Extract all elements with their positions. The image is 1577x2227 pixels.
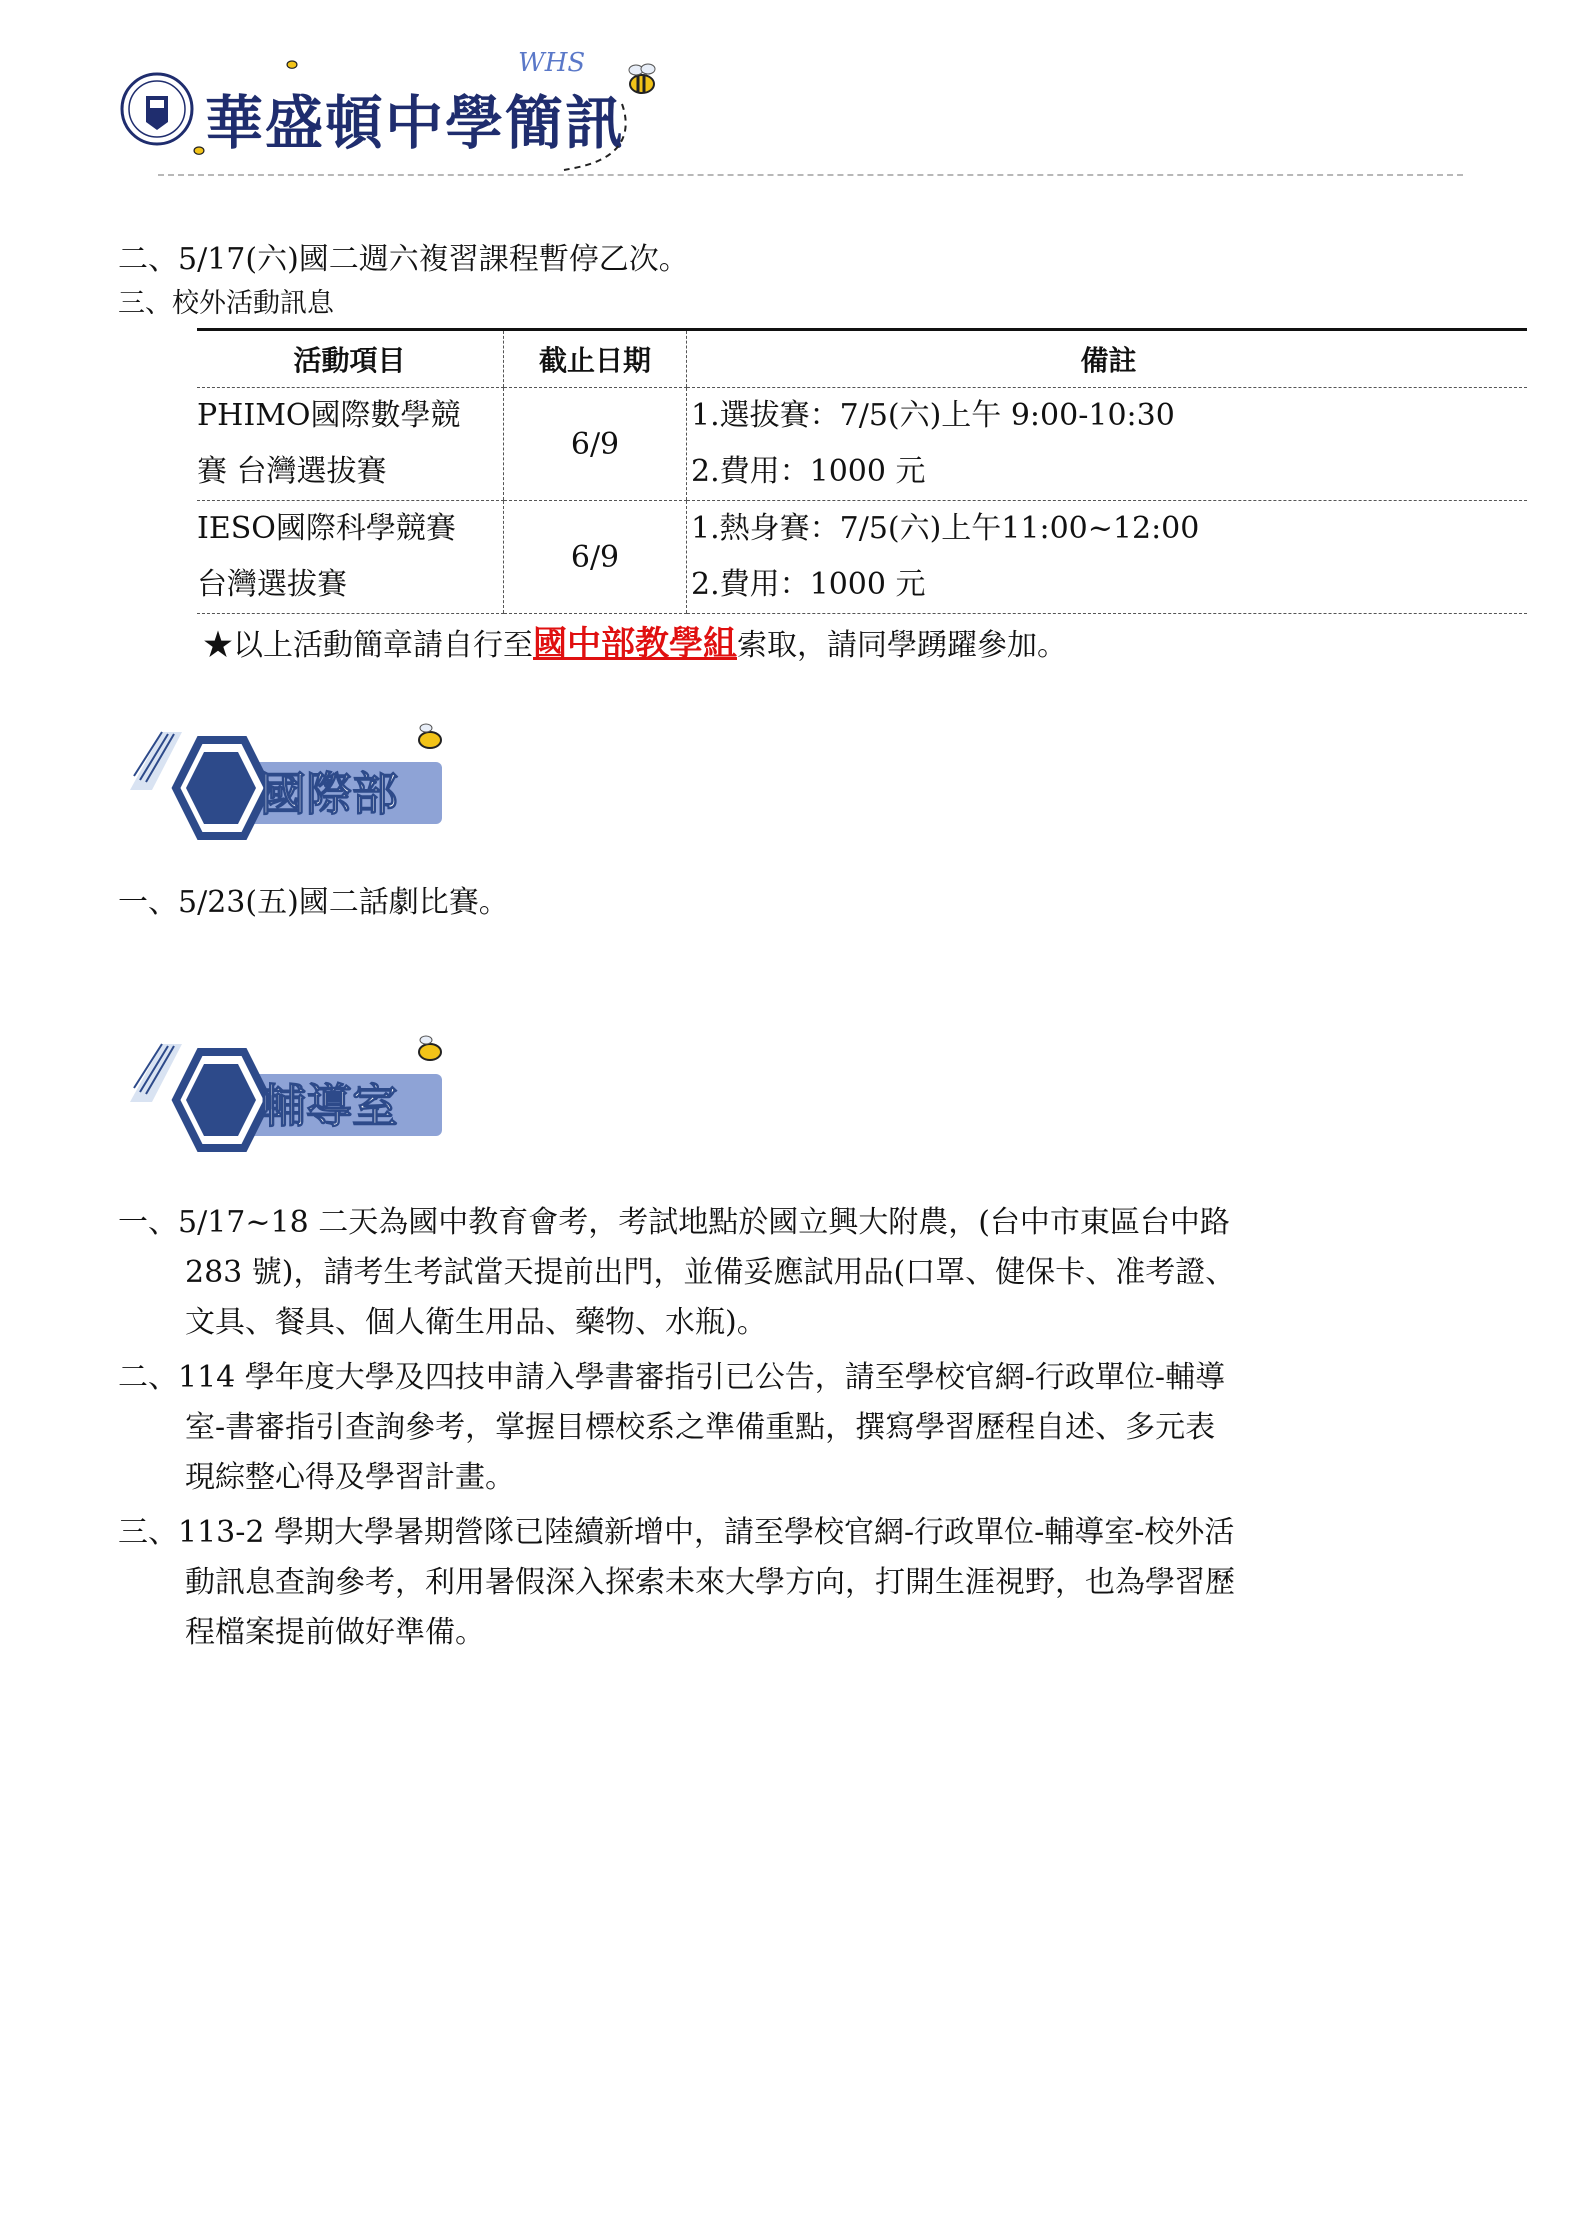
notes-cell (687, 501, 1528, 614)
event-name-line: IESO國際科學競賽 (197, 511, 456, 546)
footnote-prefix: ★以上活動簡章請自行至 (203, 628, 533, 663)
column-header: 截止日期 (504, 330, 687, 388)
counsel-notice-3-line: 動訊息查詢參考，利用暑假深入探索未來大學方向，打開生涯視野，也為學習歷 (185, 1565, 1235, 1600)
table-row (197, 501, 1527, 614)
table-header-row (197, 330, 1527, 388)
counsel-notice-1-line: 文具、餐具、個人衛生用品、藥物、水瓶)。 (185, 1305, 767, 1340)
counsel-notice-1-line: 一、5/17~18 二天為國中教育會考，考試地點於國立興大附農，(台中市東區台中路 (118, 1205, 1230, 1240)
counsel-notice-2-line: 二、114 學年度大學及四技申請入學書審指引已公告，請至學校官網-行政單位-輔導 (118, 1360, 1226, 1395)
newsletter-title: 華盛頓中學簡訊 (205, 89, 626, 157)
counsel-notice-2-line: 室-書審指引查詢參考，掌握目標校系之準備重點，撰寫學習歷程自述、多元表 (185, 1410, 1216, 1445)
note-line: 1.熱身賽：7/5(六)上午11:00~12:00 (691, 511, 1200, 546)
counsel-notice-2-line: 現綜整心得及學習計畫。 (185, 1460, 515, 1495)
column-header: 備註 (687, 330, 1528, 388)
counsel-notice-3-line: 程檔案提前做好準備。 (185, 1615, 485, 1650)
deadline-cell: 6/9 (504, 388, 687, 501)
header-divider (158, 174, 1463, 176)
school-seal-icon (120, 72, 194, 146)
counseling-office-badge (122, 1030, 452, 1160)
international-dept-badge (122, 718, 452, 848)
teaching-office-highlight: 國中部教學組 (533, 624, 737, 664)
counseling-office-label: 輔導室 (260, 1079, 398, 1133)
event-name-line: PHIMO國際數學競 (197, 398, 461, 433)
table-footnote (203, 616, 1067, 665)
events-table (197, 328, 1527, 614)
table-row (197, 388, 1527, 501)
notes-cell (687, 388, 1528, 501)
notice-item-2: 二、5/17(六)國二週六複習課程暫停乙次。 (118, 242, 689, 277)
bee-icon (190, 140, 208, 158)
column-header: 活動項目 (197, 330, 504, 388)
bee-icon (283, 54, 301, 72)
event-name-line: 台灣選拔賽 (197, 567, 347, 602)
notice-item-3: 三、校外活動訊息 (118, 288, 334, 319)
intl-notice-1: 一、5/23(五)國二話劇比賽。 (118, 885, 509, 920)
event-name-cell (197, 501, 504, 614)
whs-tag: WHS (518, 48, 586, 78)
note-line: 1.選拔賽：7/5(六)上午 9:00-10:30 (691, 398, 1175, 433)
note-line: 2.費用：1000 元 (691, 567, 926, 602)
bee-icon (620, 58, 664, 102)
international-dept-label: 國際部 (260, 767, 398, 821)
counsel-notice-3-line: 三、113-2 學期大學暑期營隊已陸續新增中，請至學校官網-行政單位-輔導室-校外活 (118, 1515, 1235, 1550)
note-line: 2.費用：1000 元 (691, 454, 926, 489)
counsel-notice-1-line: 283 號)，請考生考試當天提前出門，並備妥應試用品(口罩、健保卡、准考證、 (185, 1255, 1236, 1290)
event-name-line: 賽 台灣選拔賽 (197, 454, 387, 489)
event-name-cell (197, 388, 504, 501)
deadline-cell: 6/9 (504, 501, 687, 614)
footnote-suffix: 索取，請同學踴躍參加。 (737, 628, 1067, 663)
